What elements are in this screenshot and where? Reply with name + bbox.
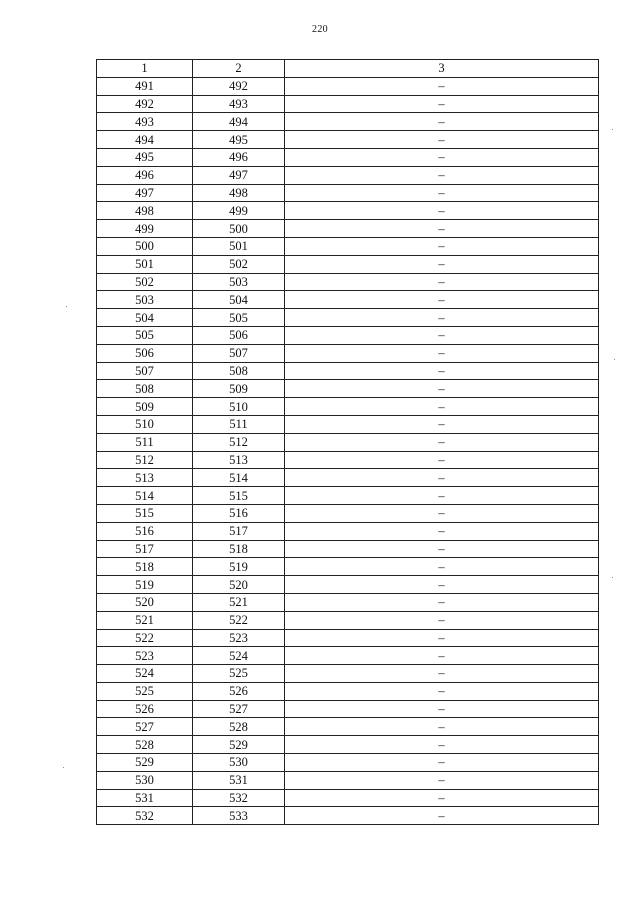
table-cell-col-2: 506 — [193, 326, 285, 344]
column-header-3: 3 — [285, 60, 599, 78]
table-cell-col-2: 498 — [193, 184, 285, 202]
table-cell-col-2: 501 — [193, 237, 285, 255]
table-cell-col-2: 495 — [193, 131, 285, 149]
table-cell-col-2: 520 — [193, 576, 285, 594]
table-cell-col-1: 528 — [97, 736, 193, 754]
table-row — [97, 77, 599, 95]
column-header-1: 1 — [97, 60, 193, 78]
table-cell-col-3: – — [285, 77, 599, 95]
table-cell-col-1: 524 — [97, 665, 193, 683]
table-cell-col-2: 507 — [193, 344, 285, 362]
table-row — [97, 736, 599, 754]
table-row — [97, 522, 599, 540]
table-cell-col-3: – — [285, 344, 599, 362]
table-row — [97, 682, 599, 700]
header-row — [97, 60, 599, 78]
table-cell-col-3: – — [285, 807, 599, 825]
table-cell-col-1: 495 — [97, 148, 193, 166]
table-cell-col-3: – — [285, 736, 599, 754]
table-cell-col-2: 516 — [193, 504, 285, 522]
table-row — [97, 593, 599, 611]
table-cell-col-1: 515 — [97, 504, 193, 522]
table-cell-col-3: – — [285, 326, 599, 344]
table-row — [97, 326, 599, 344]
data-table — [96, 59, 599, 825]
table-cell-col-3: – — [285, 273, 599, 291]
table-cell-col-3: – — [285, 469, 599, 487]
table-cell-col-1: 531 — [97, 789, 193, 807]
table-cell-col-2: 508 — [193, 362, 285, 380]
table-cell-col-2: 527 — [193, 700, 285, 718]
table-row — [97, 220, 599, 238]
table-cell-col-2: 503 — [193, 273, 285, 291]
table-cell-col-3: – — [285, 398, 599, 416]
table-cell-col-2: 500 — [193, 220, 285, 238]
table-cell-col-1: 505 — [97, 326, 193, 344]
table-cell-col-3: – — [285, 789, 599, 807]
table-cell-col-1: 527 — [97, 718, 193, 736]
table-cell-col-3: – — [285, 771, 599, 789]
table-cell-col-3: – — [285, 113, 599, 131]
table-row — [97, 789, 599, 807]
table-cell-col-2: 521 — [193, 593, 285, 611]
table-cell-col-1: 500 — [97, 237, 193, 255]
table-row — [97, 184, 599, 202]
table-cell-col-3: – — [285, 487, 599, 505]
table-cell-col-1: 497 — [97, 184, 193, 202]
table-row — [97, 469, 599, 487]
table-row — [97, 718, 599, 736]
table-cell-col-2: 504 — [193, 291, 285, 309]
table-cell-col-1: 511 — [97, 433, 193, 451]
table-row — [97, 700, 599, 718]
table-cell-col-3: – — [285, 131, 599, 149]
table-cell-col-3: – — [285, 504, 599, 522]
table-cell-col-1: 512 — [97, 451, 193, 469]
table-row — [97, 771, 599, 789]
table-row — [97, 451, 599, 469]
scan-speck — [612, 129, 613, 130]
page-number: 220 — [312, 24, 328, 35]
table-cell-col-3: – — [285, 166, 599, 184]
table-row — [97, 487, 599, 505]
table-row — [97, 380, 599, 398]
table-row — [97, 504, 599, 522]
table-cell-col-2: 528 — [193, 718, 285, 736]
table-cell-col-3: – — [285, 362, 599, 380]
table-cell-col-3: – — [285, 451, 599, 469]
table-cell-col-3: – — [285, 220, 599, 238]
table-cell-col-2: 505 — [193, 309, 285, 327]
table-body — [97, 77, 599, 824]
table-cell-col-1: 522 — [97, 629, 193, 647]
table-cell-col-2: 532 — [193, 789, 285, 807]
table-cell-col-1: 496 — [97, 166, 193, 184]
table-cell-col-1: 525 — [97, 682, 193, 700]
scan-speck — [63, 767, 64, 768]
table-cell-col-2: 502 — [193, 255, 285, 273]
table-cell-col-1: 513 — [97, 469, 193, 487]
table-cell-col-2: 518 — [193, 540, 285, 558]
table-cell-col-2: 530 — [193, 754, 285, 772]
table-cell-col-2: 497 — [193, 166, 285, 184]
table-cell-col-1: 523 — [97, 647, 193, 665]
table-cell-col-1: 518 — [97, 558, 193, 576]
table-cell-col-3: – — [285, 629, 599, 647]
table-cell-col-2: 519 — [193, 558, 285, 576]
table-row — [97, 291, 599, 309]
table-cell-col-3: – — [285, 665, 599, 683]
table-row — [97, 540, 599, 558]
table-cell-col-2: 526 — [193, 682, 285, 700]
table-cell-col-2: 525 — [193, 665, 285, 683]
table-row — [97, 166, 599, 184]
table-cell-col-3: – — [285, 184, 599, 202]
column-header-2: 2 — [193, 60, 285, 78]
table-row — [97, 237, 599, 255]
table-row — [97, 309, 599, 327]
table-cell-col-3: – — [285, 647, 599, 665]
table-cell-col-3: – — [285, 291, 599, 309]
table-cell-col-2: 517 — [193, 522, 285, 540]
table-row — [97, 255, 599, 273]
table-cell-col-2: 499 — [193, 202, 285, 220]
table-cell-col-3: – — [285, 522, 599, 540]
table-cell-col-2: 496 — [193, 148, 285, 166]
table-cell-col-1: 516 — [97, 522, 193, 540]
table-cell-col-2: 511 — [193, 415, 285, 433]
table-cell-col-3: – — [285, 700, 599, 718]
table-cell-col-1: 506 — [97, 344, 193, 362]
table-row — [97, 807, 599, 825]
table-cell-col-1: 521 — [97, 611, 193, 629]
table-cell-col-3: – — [285, 682, 599, 700]
table-cell-col-3: – — [285, 95, 599, 113]
table-cell-col-3: – — [285, 148, 599, 166]
table-row — [97, 273, 599, 291]
table-cell-col-1: 504 — [97, 309, 193, 327]
table-cell-col-2: 513 — [193, 451, 285, 469]
table-cell-col-1: 509 — [97, 398, 193, 416]
table-cell-col-1: 517 — [97, 540, 193, 558]
table-cell-col-2: 509 — [193, 380, 285, 398]
table-cell-col-1: 519 — [97, 576, 193, 594]
table-cell-col-2: 492 — [193, 77, 285, 95]
table-row — [97, 344, 599, 362]
table-cell-col-2: 523 — [193, 629, 285, 647]
table-cell-col-2: 531 — [193, 771, 285, 789]
table-row — [97, 754, 599, 772]
table-row — [97, 558, 599, 576]
table-cell-col-1: 514 — [97, 487, 193, 505]
scan-speck — [614, 359, 615, 360]
table-cell-col-2: 512 — [193, 433, 285, 451]
table-cell-col-2: 514 — [193, 469, 285, 487]
table-cell-col-1: 529 — [97, 754, 193, 772]
table-cell-col-1: 492 — [97, 95, 193, 113]
table-cell-col-2: 533 — [193, 807, 285, 825]
table-cell-col-1: 530 — [97, 771, 193, 789]
table-cell-col-1: 520 — [97, 593, 193, 611]
table-cell-col-3: – — [285, 558, 599, 576]
table-cell-col-1: 508 — [97, 380, 193, 398]
table-cell-col-2: 510 — [193, 398, 285, 416]
table-cell-col-1: 510 — [97, 415, 193, 433]
table-cell-col-3: – — [285, 255, 599, 273]
table-cell-col-2: 515 — [193, 487, 285, 505]
table-cell-col-1: 501 — [97, 255, 193, 273]
table-row — [97, 629, 599, 647]
table-row — [97, 665, 599, 683]
table-cell-col-3: – — [285, 754, 599, 772]
table-cell-col-1: 498 — [97, 202, 193, 220]
table-cell-col-1: 526 — [97, 700, 193, 718]
scan-speck — [66, 306, 67, 307]
table-cell-col-2: 522 — [193, 611, 285, 629]
table-row — [97, 131, 599, 149]
table-cell-col-2: 524 — [193, 647, 285, 665]
scan-speck — [612, 577, 613, 578]
table-cell-col-3: – — [285, 593, 599, 611]
table-row — [97, 433, 599, 451]
table-cell-col-1: 493 — [97, 113, 193, 131]
table-cell-col-3: – — [285, 202, 599, 220]
table-cell-col-1: 503 — [97, 291, 193, 309]
table-cell-col-1: 491 — [97, 77, 193, 95]
table-cell-col-3: – — [285, 540, 599, 558]
table-cell-col-2: 493 — [193, 95, 285, 113]
table-cell-col-2: 529 — [193, 736, 285, 754]
table-row — [97, 362, 599, 380]
table-row — [97, 576, 599, 594]
table-row — [97, 611, 599, 629]
table-cell-col-1: 532 — [97, 807, 193, 825]
table-row — [97, 415, 599, 433]
table-row — [97, 113, 599, 131]
table-row — [97, 398, 599, 416]
table-cell-col-3: – — [285, 433, 599, 451]
table-cell-col-1: 502 — [97, 273, 193, 291]
table-row — [97, 148, 599, 166]
table-cell-col-2: 494 — [193, 113, 285, 131]
table-cell-col-3: – — [285, 415, 599, 433]
table-header — [97, 60, 599, 78]
table-row — [97, 95, 599, 113]
table-cell-col-3: – — [285, 718, 599, 736]
table-cell-col-3: – — [285, 380, 599, 398]
table-row — [97, 647, 599, 665]
table-cell-col-3: – — [285, 611, 599, 629]
table-cell-col-3: – — [285, 576, 599, 594]
table-cell-col-3: – — [285, 309, 599, 327]
table-row — [97, 202, 599, 220]
table-cell-col-3: – — [285, 237, 599, 255]
table-cell-col-1: 494 — [97, 131, 193, 149]
table-cell-col-1: 499 — [97, 220, 193, 238]
table-cell-col-1: 507 — [97, 362, 193, 380]
